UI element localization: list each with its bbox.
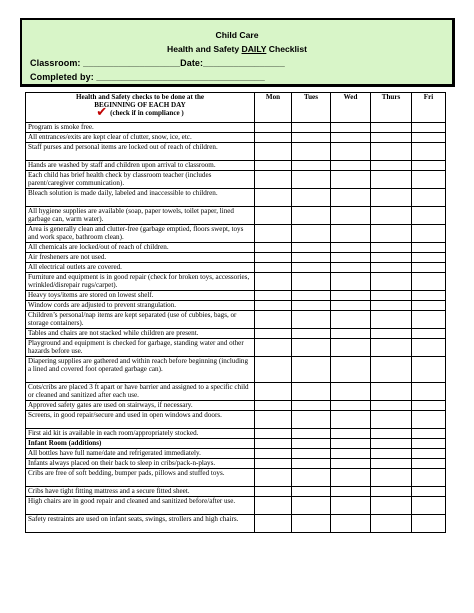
table-row [26, 123, 446, 133]
check-cell-mon[interactable] [255, 329, 292, 339]
check-cell-tues[interactable] [292, 469, 331, 487]
check-cell-fri[interactable] [412, 401, 446, 411]
table-row [26, 515, 446, 533]
table-row [26, 225, 446, 243]
check-cell-fri[interactable] [412, 263, 446, 273]
check-cell-fri[interactable] [412, 497, 446, 515]
check-cell-mon[interactable] [255, 449, 292, 459]
check-cell-wed[interactable] [331, 171, 371, 189]
check-cell-wed[interactable] [331, 515, 371, 533]
task-text: Cribs have tight fitting mattress and a secure fitted sheet. [26, 487, 255, 497]
table-row [26, 291, 446, 301]
task-text: Staff purses and personal items are locked out of reach of children. [26, 143, 255, 161]
check-cell-wed[interactable] [331, 383, 371, 401]
check-cell-thurs[interactable] [371, 263, 412, 273]
check-cell-thurs[interactable] [371, 357, 412, 383]
check-cell-wed[interactable] [331, 243, 371, 253]
check-cell-tues[interactable] [292, 273, 331, 291]
day-header-fri: Fri [412, 93, 446, 123]
check-cell-tues[interactable] [292, 383, 331, 401]
check-cell-mon[interactable] [255, 339, 292, 357]
check-cell-mon[interactable] [255, 311, 292, 329]
check-cell-wed[interactable] [331, 161, 371, 171]
check-cell-tues[interactable] [292, 449, 331, 459]
check-cell-thurs[interactable] [371, 497, 412, 515]
table-row [26, 497, 446, 515]
task-text: All chemicals are locked/out of reach of children. [26, 243, 255, 253]
task-text: Furniture and equipment is in good repair (check for broken toys, accessories, wrinkled/disrepair rugs/carpet). [26, 273, 255, 291]
task-text: High chairs are in good repair and cleaned and sanitized before/after use. [26, 497, 255, 515]
table-row [26, 357, 446, 383]
check-cell-mon[interactable] [255, 273, 292, 291]
check-cell-fri[interactable] [412, 429, 446, 439]
check-cell-tues[interactable] [292, 329, 331, 339]
check-cell-tues[interactable] [292, 401, 331, 411]
table-row [26, 339, 446, 357]
check-cell-mon[interactable] [255, 207, 292, 225]
task-text: Tables and chairs are not stacked while children are present. [26, 329, 255, 339]
table-row [26, 189, 446, 207]
check-cell-tues[interactable] [292, 143, 331, 161]
check-cell-tues[interactable] [292, 253, 331, 263]
check-cell-thurs[interactable] [371, 515, 412, 533]
check-cell-tues[interactable] [292, 189, 331, 207]
task-text: Each child has brief health check by classroom teacher (includes parent/caregiver communication). [26, 171, 255, 189]
task-text: All hygiene supplies are available (soap, paper towels, toilet paper, lined garbage can, warm water). [26, 207, 255, 225]
check-cell-mon[interactable] [255, 253, 292, 263]
task-text: All electrical outlets are covered. [26, 263, 255, 273]
table-row [26, 469, 446, 487]
check-cell-fri[interactable] [412, 329, 446, 339]
check-cell-mon[interactable] [255, 263, 292, 273]
check-cell-fri[interactable] [412, 383, 446, 401]
check-cell-fri[interactable] [412, 311, 446, 329]
table-row [26, 311, 446, 329]
title-checklist [22, 44, 452, 54]
check-cell-thurs[interactable] [371, 487, 412, 497]
check-cell-thurs[interactable] [371, 311, 412, 329]
check-cell-wed[interactable] [331, 207, 371, 225]
table-row [26, 401, 446, 411]
check-cell-fri[interactable] [412, 243, 446, 253]
task-text: Approved safety gates are used on stairways, if necessary. [26, 401, 255, 411]
check-cell-mon[interactable] [255, 171, 292, 189]
check-cell-wed[interactable] [331, 411, 371, 429]
check-cell-tues[interactable] [292, 161, 331, 171]
check-cell-mon[interactable] [255, 291, 292, 301]
check-cell-wed[interactable] [331, 133, 371, 143]
check-cell-tues[interactable] [292, 357, 331, 383]
check-cell-tues[interactable] [292, 123, 331, 133]
check-cell-fri[interactable] [412, 301, 446, 311]
title-daily: DAILY [241, 44, 267, 54]
check-cell-thurs[interactable] [371, 143, 412, 161]
check-cell-thurs[interactable] [371, 459, 412, 469]
check-cell-tues[interactable] [292, 225, 331, 243]
check-cell-thurs[interactable] [371, 171, 412, 189]
check-cell-tues[interactable] [292, 411, 331, 429]
check-cell-mon[interactable] [255, 497, 292, 515]
check-cell-tues[interactable] [292, 133, 331, 143]
check-cell-wed[interactable] [331, 291, 371, 301]
check-cell-fri[interactable] [412, 189, 446, 207]
check-cell-wed[interactable] [331, 497, 371, 515]
check-cell-tues[interactable] [292, 243, 331, 253]
check-cell-thurs[interactable] [371, 273, 412, 291]
task-text: Heavy toys/items are stored on lowest shelf. [26, 291, 255, 301]
table-row [26, 243, 446, 253]
check-cell-thurs[interactable] [371, 161, 412, 171]
check-cell-mon[interactable] [255, 161, 292, 171]
check-cell-fri[interactable] [412, 123, 446, 133]
check-cell-mon[interactable] [255, 459, 292, 469]
check-cell-thurs[interactable] [371, 439, 412, 449]
check-cell-mon[interactable] [255, 243, 292, 253]
check-cell-fri[interactable] [412, 273, 446, 291]
daily-checklist-table [25, 92, 446, 533]
check-cell-mon[interactable] [255, 401, 292, 411]
check-cell-tues[interactable] [292, 311, 331, 329]
check-cell-fri[interactable] [412, 207, 446, 225]
task-column-header [26, 93, 255, 123]
table-row [26, 429, 446, 439]
check-cell-mon[interactable] [255, 411, 292, 429]
section-row [26, 439, 446, 449]
task-text: Screens, in good repair/secure and used in open windows and doors. [26, 411, 255, 429]
check-cell-tues[interactable] [292, 459, 331, 469]
check-cell-fri[interactable] [412, 411, 446, 429]
check-cell-wed[interactable] [331, 253, 371, 263]
check-cell-tues[interactable] [292, 429, 331, 439]
table-row [26, 207, 446, 225]
task-text: Air fresheners are not used. [26, 253, 255, 263]
day-header-wed: Wed [331, 93, 371, 123]
check-cell-thurs[interactable] [371, 339, 412, 357]
checklist-rows [26, 123, 446, 533]
check-cell-mon[interactable] [255, 439, 292, 449]
check-cell-wed[interactable] [331, 459, 371, 469]
check-cell-tues[interactable] [292, 497, 331, 515]
task-text: Cots/cribs are placed 3 ft apart or have barrier and assigned to a specific child or cleaned and sanitized after each use. [26, 383, 255, 401]
table-row [26, 449, 446, 459]
check-cell-mon[interactable] [255, 487, 292, 497]
task-text: Diapering supplies are gathered and within reach before beginning (including a lined and covered foot operated garbage can). [26, 357, 255, 383]
check-cell-thurs[interactable] [371, 291, 412, 301]
check-cell-thurs[interactable] [371, 401, 412, 411]
check-cell-wed[interactable] [331, 357, 371, 383]
check-cell-thurs[interactable] [371, 243, 412, 253]
task-header-line3-text: (check if in compliance ) [110, 109, 184, 117]
checkmark-icon: ✔ [96, 105, 108, 120]
check-cell-thurs[interactable] [371, 207, 412, 225]
table-row [26, 263, 446, 273]
check-cell-fri[interactable] [412, 439, 446, 449]
check-cell-mon[interactable] [255, 429, 292, 439]
check-cell-thurs[interactable] [371, 429, 412, 439]
check-cell-tues[interactable] [292, 171, 331, 189]
table-row [26, 487, 446, 497]
check-cell-mon[interactable] [255, 469, 292, 487]
table-row [26, 133, 446, 143]
check-cell-fri[interactable] [412, 357, 446, 383]
table-row [26, 143, 446, 161]
check-cell-wed[interactable] [331, 469, 371, 487]
table-row [26, 253, 446, 263]
check-cell-wed[interactable] [331, 273, 371, 291]
check-cell-fri[interactable] [412, 171, 446, 189]
task-text: First aid kit is available in each room/appropriately stocked. [26, 429, 255, 439]
check-cell-thurs[interactable] [371, 189, 412, 207]
check-cell-wed[interactable] [331, 225, 371, 243]
check-cell-mon[interactable] [255, 133, 292, 143]
check-cell-mon[interactable] [255, 225, 292, 243]
table-row [26, 273, 446, 291]
table-row [26, 161, 446, 171]
check-cell-thurs[interactable] [371, 301, 412, 311]
check-cell-mon[interactable] [255, 357, 292, 383]
task-text: Bleach solution is made daily, labeled and inaccessible to children. [26, 189, 255, 207]
check-cell-fri[interactable] [412, 515, 446, 533]
check-cell-thurs[interactable] [371, 133, 412, 143]
task-text: Infants always placed on their back to sleep in cribs/pack-n-plays. [26, 459, 255, 469]
checklist-header [20, 18, 455, 87]
task-text: Playground and equipment is checked for garbage, standing water and other hazards before use. [26, 339, 255, 357]
check-cell-mon[interactable] [255, 383, 292, 401]
check-cell-mon[interactable] [255, 301, 292, 311]
check-cell-fri[interactable] [412, 161, 446, 171]
check-cell-thurs[interactable] [371, 225, 412, 243]
check-cell-thurs[interactable] [371, 253, 412, 263]
check-cell-wed[interactable] [331, 487, 371, 497]
check-cell-fri[interactable] [412, 339, 446, 357]
check-cell-mon[interactable] [255, 123, 292, 133]
classroom-date-line[interactable]: Classroom: ___________________Date:________________ [30, 58, 285, 68]
check-cell-thurs[interactable] [371, 449, 412, 459]
task-header-line2: BEGINNING OF EACH DAY [94, 101, 186, 109]
check-cell-fri[interactable] [412, 487, 446, 497]
check-cell-wed[interactable] [331, 311, 371, 329]
day-header-thurs: Thurs [371, 93, 412, 123]
task-text: Children’s personal/nap items are kept separated (use of cubbies, bags, or storage containers). [26, 311, 255, 329]
task-text: Window cords are adjusted to prevent strangulation. [26, 301, 255, 311]
day-header-mon: Mon [255, 93, 292, 123]
title-suffix: Checklist [266, 44, 307, 54]
table-row [26, 411, 446, 429]
check-cell-wed[interactable] [331, 429, 371, 439]
check-cell-tues[interactable] [292, 515, 331, 533]
check-cell-thurs[interactable] [371, 411, 412, 429]
section-label: Infant Room (additions) [26, 439, 255, 449]
check-cell-fri[interactable] [412, 133, 446, 143]
check-cell-fri[interactable] [412, 291, 446, 301]
check-cell-thurs[interactable] [371, 469, 412, 487]
task-text: Area is generally clean and clutter-free (garbage emptied, floors swept, toys and work space, bathroom clean). [26, 225, 255, 243]
check-cell-thurs[interactable] [371, 329, 412, 339]
check-cell-wed[interactable] [331, 189, 371, 207]
day-header-tues: Tues [292, 93, 331, 123]
check-cell-wed[interactable] [331, 263, 371, 273]
check-cell-wed[interactable] [331, 401, 371, 411]
check-cell-wed[interactable] [331, 329, 371, 339]
check-cell-fri[interactable] [412, 225, 446, 243]
check-cell-wed[interactable] [331, 301, 371, 311]
title-child-care: Child Care [215, 30, 259, 40]
table-row [26, 459, 446, 469]
check-cell-fri[interactable] [412, 253, 446, 263]
check-cell-fri[interactable] [412, 469, 446, 487]
check-cell-wed[interactable] [331, 339, 371, 357]
check-cell-tues[interactable] [292, 263, 331, 273]
completed-by-line[interactable]: Completed by: _________________________________ [30, 72, 265, 82]
check-cell-fri[interactable] [412, 143, 446, 161]
check-cell-tues[interactable] [292, 291, 331, 301]
check-cell-thurs[interactable] [371, 123, 412, 133]
table-row [26, 329, 446, 339]
check-cell-mon[interactable] [255, 189, 292, 207]
task-text: Hands are washed by staff and children upon arrival to classroom. [26, 161, 255, 171]
check-cell-wed[interactable] [331, 143, 371, 161]
task-text: Safety restraints are used on infant seats, swings, strollers and high chairs. [26, 515, 255, 533]
check-cell-wed[interactable] [331, 123, 371, 133]
check-cell-tues[interactable] [292, 439, 331, 449]
check-cell-tues[interactable] [292, 301, 331, 311]
table-row [26, 383, 446, 401]
check-cell-tues[interactable] [292, 207, 331, 225]
check-cell-mon[interactable] [255, 143, 292, 161]
check-cell-thurs[interactable] [371, 383, 412, 401]
check-cell-fri[interactable] [412, 459, 446, 469]
task-text: Cribs are free of soft bedding, bumper pads, pillows and stuffed toys. [26, 469, 255, 487]
task-text: All entrances/exits are kept clear of clutter, snow, ice, etc. [26, 133, 255, 143]
check-cell-wed[interactable] [331, 449, 371, 459]
table-row [26, 171, 446, 189]
task-text: All bottles have full name/date and refrigerated immediately. [26, 449, 255, 459]
task-header-line1: Health and Safety checks to be done at the [75, 93, 205, 101]
check-cell-wed[interactable] [331, 439, 371, 449]
check-cell-tues[interactable] [292, 339, 331, 357]
title-prefix: Health and Safety [167, 44, 242, 54]
table-row [26, 301, 446, 311]
check-cell-mon[interactable] [255, 515, 292, 533]
check-cell-tues[interactable] [292, 487, 331, 497]
task-text: Program is smoke free. [26, 123, 255, 133]
check-cell-fri[interactable] [412, 449, 446, 459]
